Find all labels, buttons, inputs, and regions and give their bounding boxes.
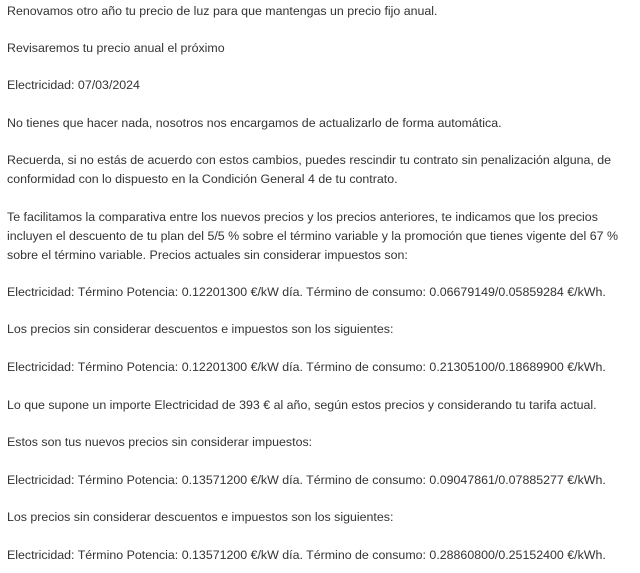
new-base-prices-line: Electricidad: Término Potencia: 0.13571200 €/kW día. Término de consumo: 0.28860800/0.25152400 €/kWh. xyxy=(7,548,606,562)
current-base-prices-line: Electricidad: Término Potencia: 0.12201300 €/kW día. Término de consumo: 0.21305100/0.18689900 €/kWh. xyxy=(7,360,606,374)
new-prices-heading: Estos son tus nuevos precios sin considerar impuestos: xyxy=(7,435,313,449)
cancellation-rights-paragraph: Recuerda, si no estás de acuerdo con estos cambios, puedes rescindir tu contrato sin penalización alguna, de conformidad con lo dispuesto en la Condición General 4 de tu contrato. xyxy=(7,153,612,186)
intro-paragraph: Renovamos otro año tu precio de luz para que mantengas un precio fijo anual. xyxy=(7,4,438,18)
review-date-paragraph: Electricidad: 07/03/2024 xyxy=(7,78,140,92)
new-base-prices-heading: Los precios sin considerar descuentos e impuestos son los siguientes: xyxy=(7,510,394,524)
current-prices-line: Electricidad: Término Potencia: 0.12201300 €/kW día. Término de consumo: 0.06679149/0.05859284 €/kWh. xyxy=(7,285,606,299)
comparison-intro-paragraph: Te facilitamos la comparativa entre los nuevos precios y los precios anteriores, te indicamos que los precios incluyen el descuento de tu plan del 5/5 % sobre el término variable y la promoción que tienes vigente del 67 % sobre el término variable. Precios actuales sin considerar impuestos son: xyxy=(7,210,618,262)
new-prices-line: Electricidad: Término Potencia: 0.13571200 €/kW día. Término de consumo: 0.09047861/0.07885277 €/kWh. xyxy=(7,473,606,487)
current-base-prices-heading: Los precios sin considerar descuentos e impuestos son los siguientes: xyxy=(7,322,394,336)
review-notice-paragraph: Revisaremos tu precio anual el próximo xyxy=(7,41,225,55)
automatic-update-paragraph: No tienes que hacer nada, nosotros nos encargamos de actualizarlo de forma automática. xyxy=(7,116,502,130)
annual-amount-paragraph: Lo que supone un importe Electricidad de 393 € al año, según estos precios y considerando tu tarifa actual. xyxy=(7,398,597,412)
